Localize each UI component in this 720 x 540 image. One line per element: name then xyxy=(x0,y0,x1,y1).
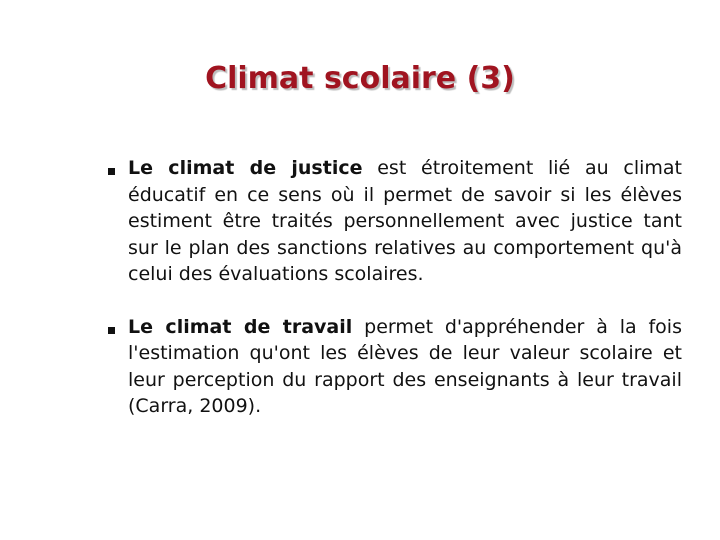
square-bullet-icon xyxy=(108,168,115,175)
bullet-item-justice xyxy=(108,155,682,288)
bullet-item-travail xyxy=(108,314,682,420)
bullet-term: Le climat de travail xyxy=(128,315,353,338)
bullet-text: permet d'appréhender à la fois l'estimation qu'ont les élèves de leur valeur scolaire et leur perception du rapport des enseignants à leur travail (Carra, 2009). xyxy=(128,315,682,417)
slide-title: Climat scolaire (3) xyxy=(205,61,515,96)
bullet-term: Le climat de justice xyxy=(128,157,363,179)
square-bullet-icon xyxy=(108,327,115,334)
bullet-list xyxy=(108,155,682,446)
bullet-text: est étroitement lié au climat éducatif en ce sens où il permet de savoir si les élèves estiment être traités personnellement avec justice tant sur le plan des sanctions relatives au comportement qu'à celui des évaluations scolaires. xyxy=(128,157,683,285)
